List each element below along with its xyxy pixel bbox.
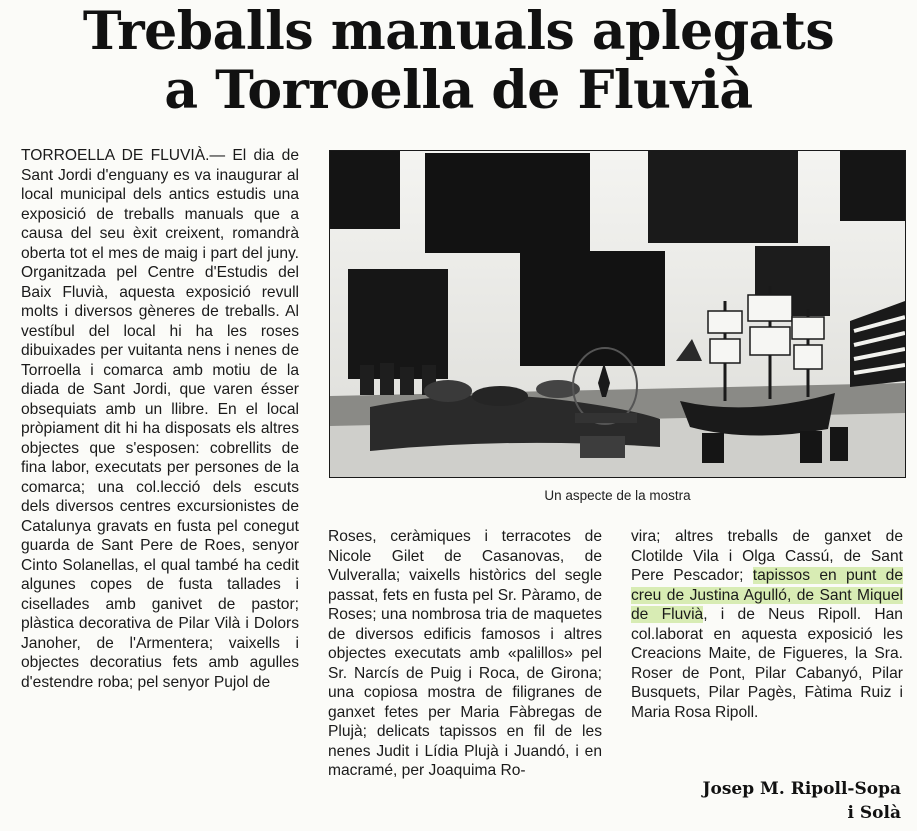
author-signature: [601, 777, 901, 825]
headline-line-2: a Torroella de Fluvià: [164, 60, 753, 121]
column-3-text-after: , i de Neus Ripoll. Han col.laborat en aquesta exposició les Creacions Maite, de Figueres, la Sra. Roser de Pont, Pilar Cabanyó, Pilar Busquets, Pilar Pagès, Fàtima Ruiz i Maria Rosa Ripoll.: [631, 606, 903, 721]
column-1-text: TORROELLA DE FLUVIÀ.— El dia de Sant Jordi d'enguany es va inaugurar al local municipal dels antics estudis una exposició de treballs manuals que a causa del seu èxit creixent, romandrà oberta tot el mes de maig i part del juny. Organitzada pel Centre d'Estudis del Baix Fluvià, aquesta exposició revull molts i diversos gèneres de treballs. Al vestíbul del local hi ha les roses dibuixades per vuitanta nens i nenes de Torroella i comarca amb motiu de la diada de Sant Jordi, que varen ésser obsequiats amb un llibre. En el local pròpiament dit hi ha disposats els altres objectes que s'esposen: cobrellits de fina labor, executats per persones de la comarca; una col.lecció dels escuts dels diversos centres excursionistes de Catalunya gravats en fusta pel conegut guarda de Sant Pere de Roes, senyor Cinto Solanellas, el qual també ha cedit algunes copes de fusta tallades i cisellades amb ganivet de pastor; plàstica decorativa de Pilar Vilà i Dolors Janoher, de l'Armentera; vaixells i objectes decoratius fets amb agulles d'estendre roba; pel senyor Pujol de: [21, 147, 299, 691]
exhibition-photo: [330, 151, 905, 477]
highlighted-text: tapissos en punt de creu de Justina Agulló, de Sant Miquel de Fluvià: [631, 567, 903, 623]
headline: [0, 2, 917, 120]
article-column-2: [328, 527, 602, 781]
column-3-text-before: vira; altres treballs de ganxet de Clotilde Vila i Olga Cassú, de Sant Pere Pescador;: [631, 528, 903, 584]
photo-caption: Un aspecte de la mostra: [544, 488, 691, 503]
headline-line-1: Treballs manuals aplegats: [82, 1, 835, 62]
exhibition-photo-image: [330, 151, 905, 477]
article-column-1: [21, 146, 299, 692]
author-name: Josep M. Ripoll-Sopa: [702, 779, 901, 799]
article-column-3: [631, 527, 903, 722]
column-2-text: Roses, ceràmiques i terracotes de Nicole Gilet de Casanovas, de Vulveralla; vaixells històrics del segle passat, fets en fusta pel Sr. Pàramo, de Roses; una nombrosa tria de maquetes de diversos edificis famosos i altres objectes executats amb «palillos» pel Sr. Narcís de Puig i Roca, de Girona; una copiosa mostra de filigranes de ganxet fetes per Maria Fàbregas de Plujà; delicats tapissos en fil de les nenes Judit i Lídia Plujà i Juandó, i en macramé, per Joaquima Ro-: [328, 528, 602, 779]
author-name-continued: i Solà: [847, 803, 901, 823]
column-3-paragraph: [631, 527, 903, 722]
